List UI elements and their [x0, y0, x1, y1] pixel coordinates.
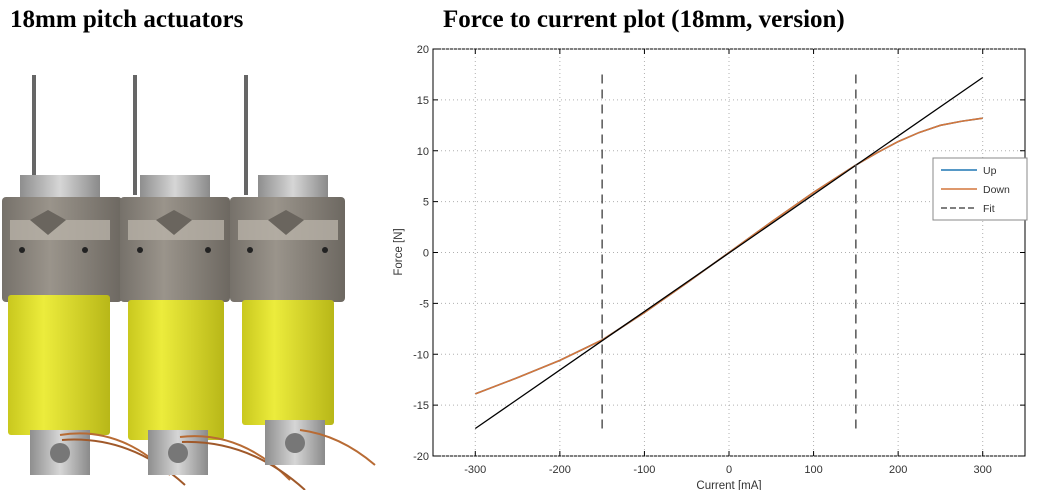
y-tick-label: 20	[416, 44, 429, 56]
y-tick-label: 10	[416, 145, 429, 158]
y-tick-label: -10	[413, 349, 429, 362]
y-axis-label: Force [N]	[393, 228, 405, 276]
y-tick-label: -15	[413, 400, 429, 413]
y-tick-label: 5	[422, 196, 429, 209]
legend	[933, 158, 1027, 220]
legend-label: Fit	[983, 203, 995, 215]
y-tick-label: -5	[419, 298, 429, 311]
y-tick-label: -20	[413, 451, 429, 463]
x-tick-label: 0	[725, 464, 733, 476]
y-tick-label: 0	[422, 247, 429, 260]
x-tick-label: -200	[548, 464, 571, 476]
legend-label: Up	[983, 165, 997, 177]
x-tick-label: -300	[464, 464, 487, 476]
x-axis-label: Current [mA]	[696, 480, 762, 490]
x-tick-label: 300	[973, 464, 992, 476]
chart-title: Force to current plot (18mm, version)	[443, 6, 845, 33]
x-tick-label: -100	[633, 464, 656, 476]
x-tick-label: 100	[804, 464, 823, 476]
actuator-unit	[230, 75, 375, 465]
photo-title: 18mm pitch actuators	[10, 6, 244, 33]
legend-label: Down	[983, 184, 1010, 196]
force-current-chart	[386, 38, 1041, 490]
x-tick-label: 200	[888, 464, 908, 476]
y-tick-label: 15	[416, 94, 429, 107]
actuators-photo	[0, 45, 380, 490]
